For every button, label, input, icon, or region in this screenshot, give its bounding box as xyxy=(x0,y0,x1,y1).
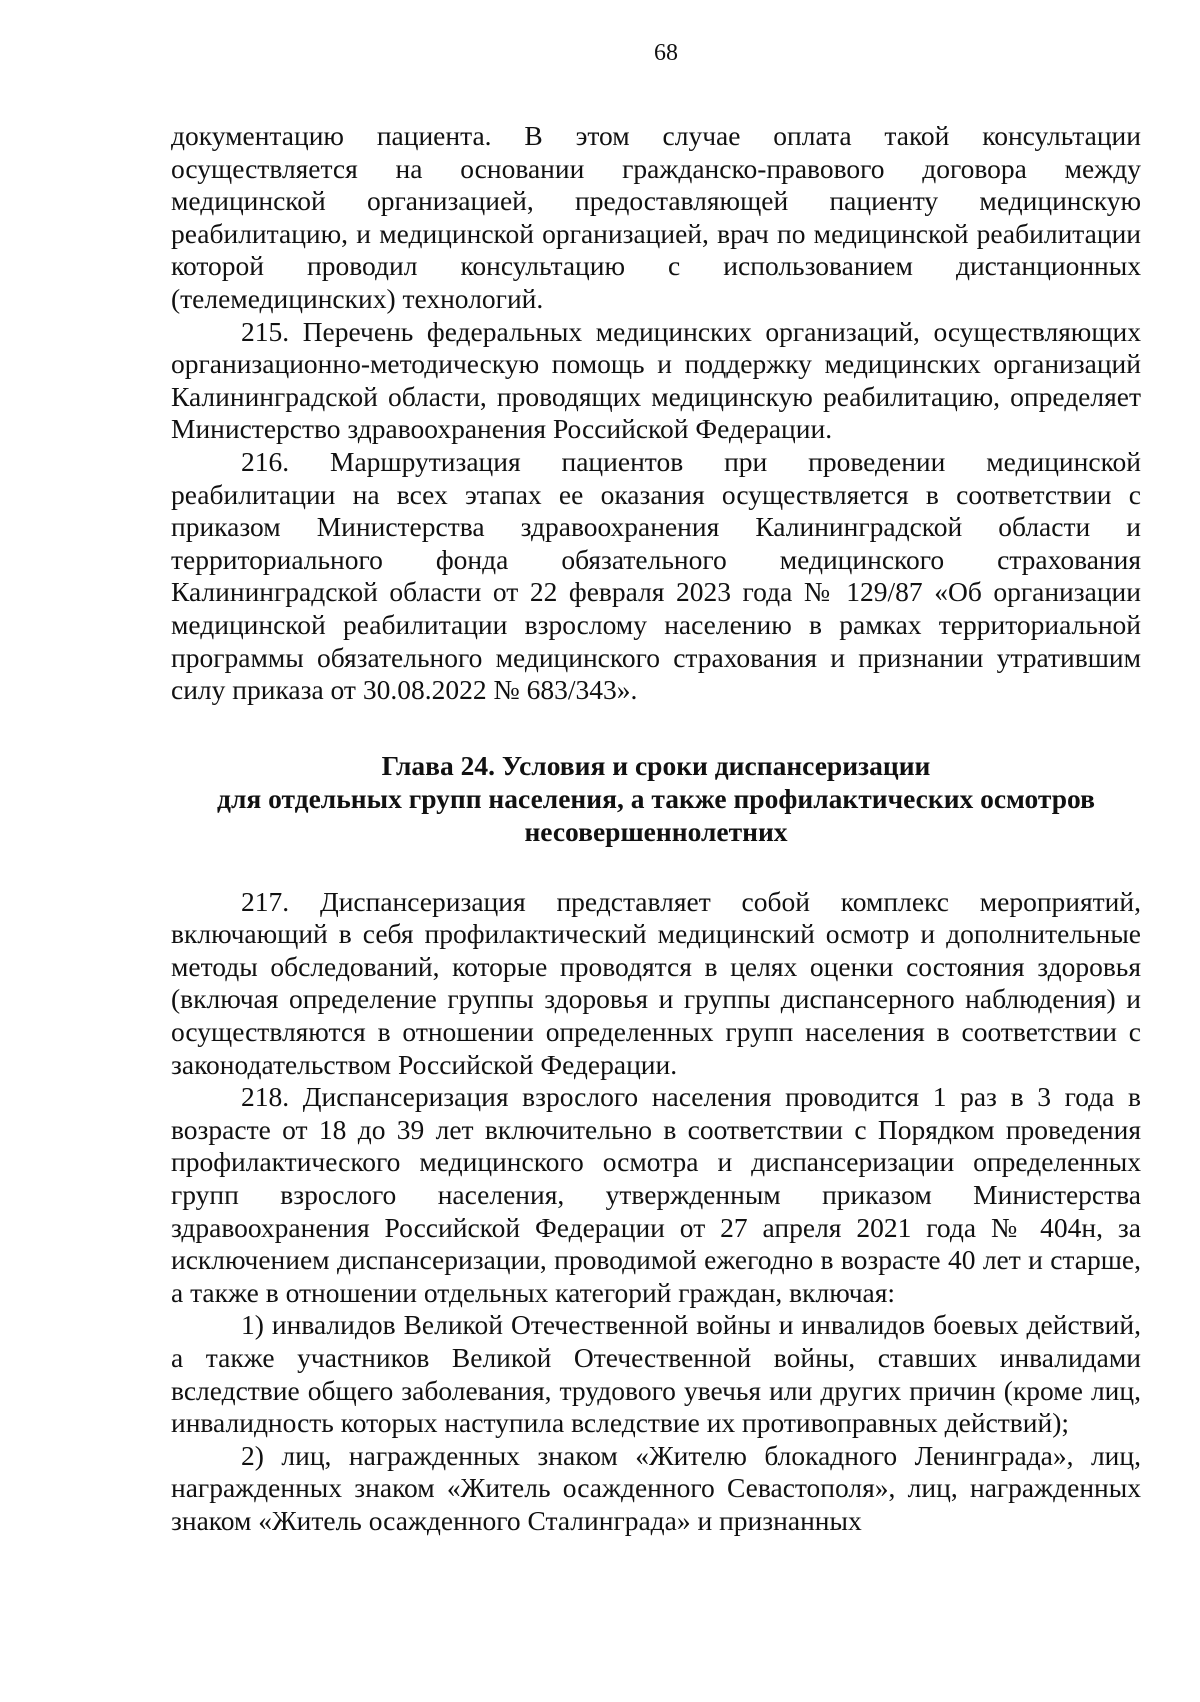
chapter-heading-line-2: для отдельных групп населения, а также профилактических осмотров xyxy=(217,782,1095,814)
chapter-heading-line-1: Глава 24. Условия и сроки диспансеризации xyxy=(381,749,931,781)
paragraph-continuation: документацию пациента. В этом случае оплата такой консультации осуществляется на основании гражданско-правового договора между медицинской организацией, предоставляющей пациенту медицинскую реабилитацию, и медицинской организацией, врач по медицинской реабилитации которой проводил консультацию с использованием дистанционных (телемедицинских) технологий. xyxy=(171,120,1141,314)
paragraph-218: 218. Диспансеризация взрослого населения проводится 1 раз в 3 года в возрасте от 18 до 39 лет включительно в соответствии с Порядком проведения профилактического медицинского осмотра и диспансеризации определенных групп взрослого населения, утвержденным приказом Министерства здравоохранения Российской Федерации от 27 апреля 2021 года № 404н, за исключением диспансеризации, проводимой ежегодно в возрасте 40 лет и старше, а также в отношении отдельных категорий граждан, включая: xyxy=(171,1081,1141,1308)
list-item-1: 1) инвалидов Великой Отечественной войны и инвалидов боевых действий, а также участников Великой Отечественной войны, ставших инвалидами вследствие общего заболевания, трудового увечья или других причин (кроме лиц, инвалидность которых наступила вследствие их противоправных действий); xyxy=(171,1309,1141,1439)
page-number: 68 xyxy=(654,40,678,66)
chapter-heading xyxy=(171,749,1141,848)
document-page xyxy=(171,38,1141,1538)
paragraph-217: 217. Диспансеризация представляет собой комплекс мероприятий, включающий в себя профилактический медицинский осмотр и дополнительные методы обследований, которые проводятся в целях оценки состояния здоровья (включая определение группы здоровья и группы диспансерного наблюдения) и осуществляются в отношении определенных групп населения в соответствии с законодательством Российской Федерации. xyxy=(171,885,1141,1080)
chapter-heading-line-3: несовершеннолетних xyxy=(524,815,788,847)
list-item-2: 2) лиц, награжденных знаком «Жителю блокадного Ленинграда», лиц, награжденных знаком «Житель осажденного Севастополя», лиц, награжденных знаком «Житель осажденного Сталинграда» и признанных xyxy=(171,1439,1141,1536)
paragraph-215: 215. Перечень федеральных медицинских организаций, осуществляющих организационно-методическую помощь и поддержку медицинских организаций Калининградской области, проводящих медицинскую реабилитацию, определяет Министерство здравоохранения Российской Федерации. xyxy=(171,315,1141,445)
paragraph-216: 216. Маршрутизация пациентов при проведении медицинской реабилитации на всех этапах ее оказания осуществляется в соответствии с приказом Министерства здравоохранения Калининградской области и территориального фонда обязательного медицинского страхования Калининградской области от 22 февраля 2023 года № 129/87 «Об организации медицинской реабилитации взрослому населению в рамках территориальной программы обязательного медицинского страхования и признании утратившим силу приказа от 30.08.2022 № 683/343». xyxy=(171,445,1141,706)
